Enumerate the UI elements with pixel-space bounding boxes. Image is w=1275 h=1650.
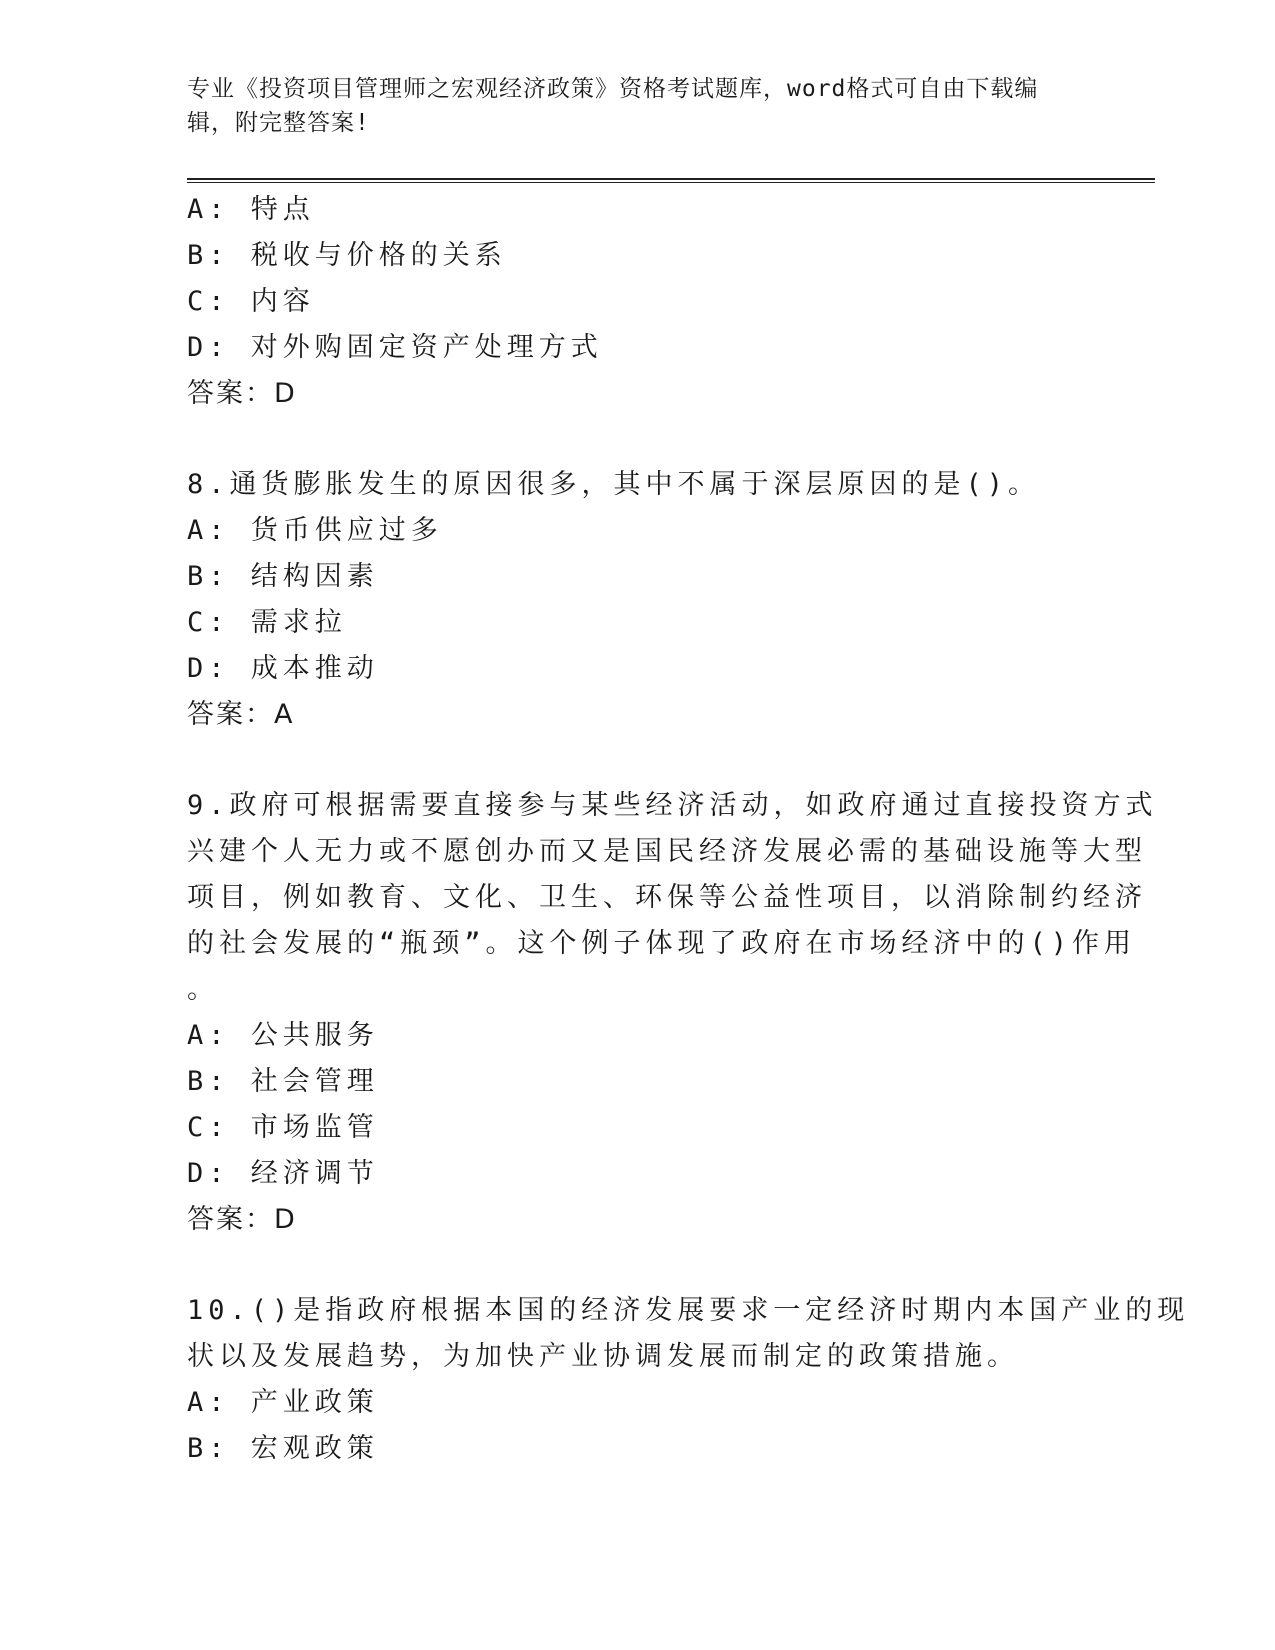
option-d: D: 经济调节: [187, 1158, 379, 1189]
question-text-line: 9.政府可根据需要直接参与某些经济活动，如政府通过直接投资方式: [187, 790, 1158, 821]
question-8: [187, 462, 1077, 738]
option-c: C: 需求拉: [187, 607, 347, 638]
answer-label: 答案：A: [187, 699, 295, 730]
answer-label: 答案：D: [187, 1204, 297, 1235]
option-b: B: 税收与价格的关系: [187, 240, 507, 271]
option-c: C: 市场监管: [187, 1112, 379, 1143]
option-b: B: 宏观政策: [187, 1433, 379, 1464]
option-a: A: 公共服务: [187, 1020, 379, 1051]
spacer: [187, 1243, 1077, 1288]
option-c: C: 内容: [187, 286, 315, 317]
header-divider: [187, 178, 1155, 183]
option-a: A: 特点: [187, 194, 315, 225]
question-text: 8.通货膨胀发生的原因很多，其中不属于深层原因的是()。: [187, 469, 1041, 500]
question-7: [187, 187, 1077, 417]
question-text-line: 项目，例如教育、文化、卫生、环保等公益性项目，以消除制约经济: [187, 882, 1147, 913]
option-b: B: 结构因素: [187, 561, 379, 592]
spacer: [187, 417, 1077, 462]
option-d: D: 成本推动: [187, 653, 379, 684]
answer-label: 答案：D: [187, 378, 297, 409]
option-b: B: 社会管理: [187, 1066, 379, 1097]
option-a: A: 产业政策: [187, 1387, 379, 1418]
spacer: [187, 738, 1077, 783]
option-d: D: 对外购固定资产处理方式: [187, 332, 603, 363]
question-9: [187, 783, 1158, 1243]
question-text-line: 10.()是指政府根据本国的经济发展要求一定经济时期内本国产业的现: [187, 1295, 1190, 1326]
question-text-line: 的社会发展的“瓶颈”。这个例子体现了政府在市场经济中的()作用: [187, 928, 1137, 959]
document-header: 专业《投资项目管理师之宏观经济政策》资格考试题库，word格式可自由下载编辑，附完整答案!: [187, 76, 1039, 136]
option-a: A: 货币供应过多: [187, 515, 443, 546]
question-text-line: 。: [187, 974, 219, 1005]
question-text-line: 状以及发展趋势，为加快产业协调发展而制定的政策措施。: [187, 1341, 1019, 1372]
question-10: [187, 1288, 1190, 1472]
question-text-line: 兴建个人无力或不愿创办而又是国民经济发展必需的基础设施等大型: [187, 836, 1147, 867]
question-list: [187, 187, 1190, 1472]
